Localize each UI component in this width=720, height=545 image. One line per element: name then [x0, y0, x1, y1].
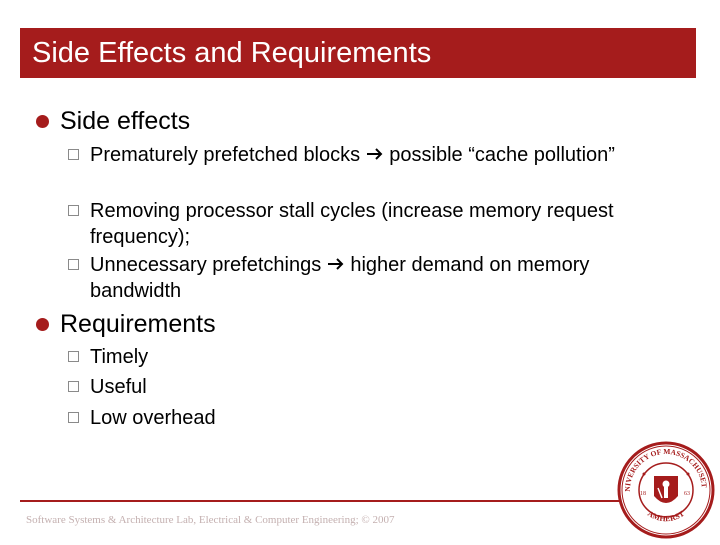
section-label: Side effects	[60, 107, 191, 135]
slide-title: Side Effects and Requirements	[32, 37, 432, 69]
bullet-dot-icon	[36, 318, 49, 331]
item-text: possible “cache pollution”	[389, 144, 615, 166]
svg-text:UNIVERSITY OF MASSACHUSETTS: NIVERSITY OF MASSACHUSET	[622, 446, 709, 492]
svg-text:AMHERST: AMHERST	[645, 508, 687, 524]
item-text: Timely	[90, 346, 149, 368]
item-text: higher demand on memory bandwidth	[90, 254, 590, 302]
right-arrow-icon	[327, 252, 345, 278]
item-text: Low overhead	[90, 407, 216, 429]
item-text: Unnecessary prefetchings	[90, 254, 322, 276]
svg-text:63: 63	[684, 491, 690, 497]
list-item	[68, 252, 678, 304]
checkbox-bullet-icon	[68, 259, 79, 270]
university-seal-logo	[616, 440, 716, 540]
checkbox-bullet-icon	[68, 351, 79, 362]
list-item	[68, 142, 678, 168]
checkbox-bullet-icon	[68, 381, 79, 392]
list-item	[68, 405, 678, 431]
footer-credit: Software Systems & Architecture Lab, Electrical & Computer Engineering; © 2007	[26, 514, 395, 526]
checkbox-bullet-icon	[68, 205, 79, 216]
list-item	[68, 344, 678, 370]
item-text: Removing processor stall cycles (increase memory request frequency);	[90, 200, 614, 248]
checkbox-bullet-icon	[68, 412, 79, 423]
footer-divider	[20, 500, 630, 502]
title-bar	[20, 28, 696, 78]
checkbox-bullet-icon	[68, 149, 79, 160]
right-arrow-icon	[366, 142, 384, 168]
bullet-dot-icon	[36, 115, 49, 128]
svg-text:18: 18	[640, 491, 646, 497]
list-item	[68, 374, 678, 400]
item-text: Prematurely prefetched blocks	[90, 144, 361, 166]
item-text: Useful	[90, 376, 147, 398]
section-label: Requirements	[60, 310, 216, 338]
list-item	[68, 198, 678, 250]
